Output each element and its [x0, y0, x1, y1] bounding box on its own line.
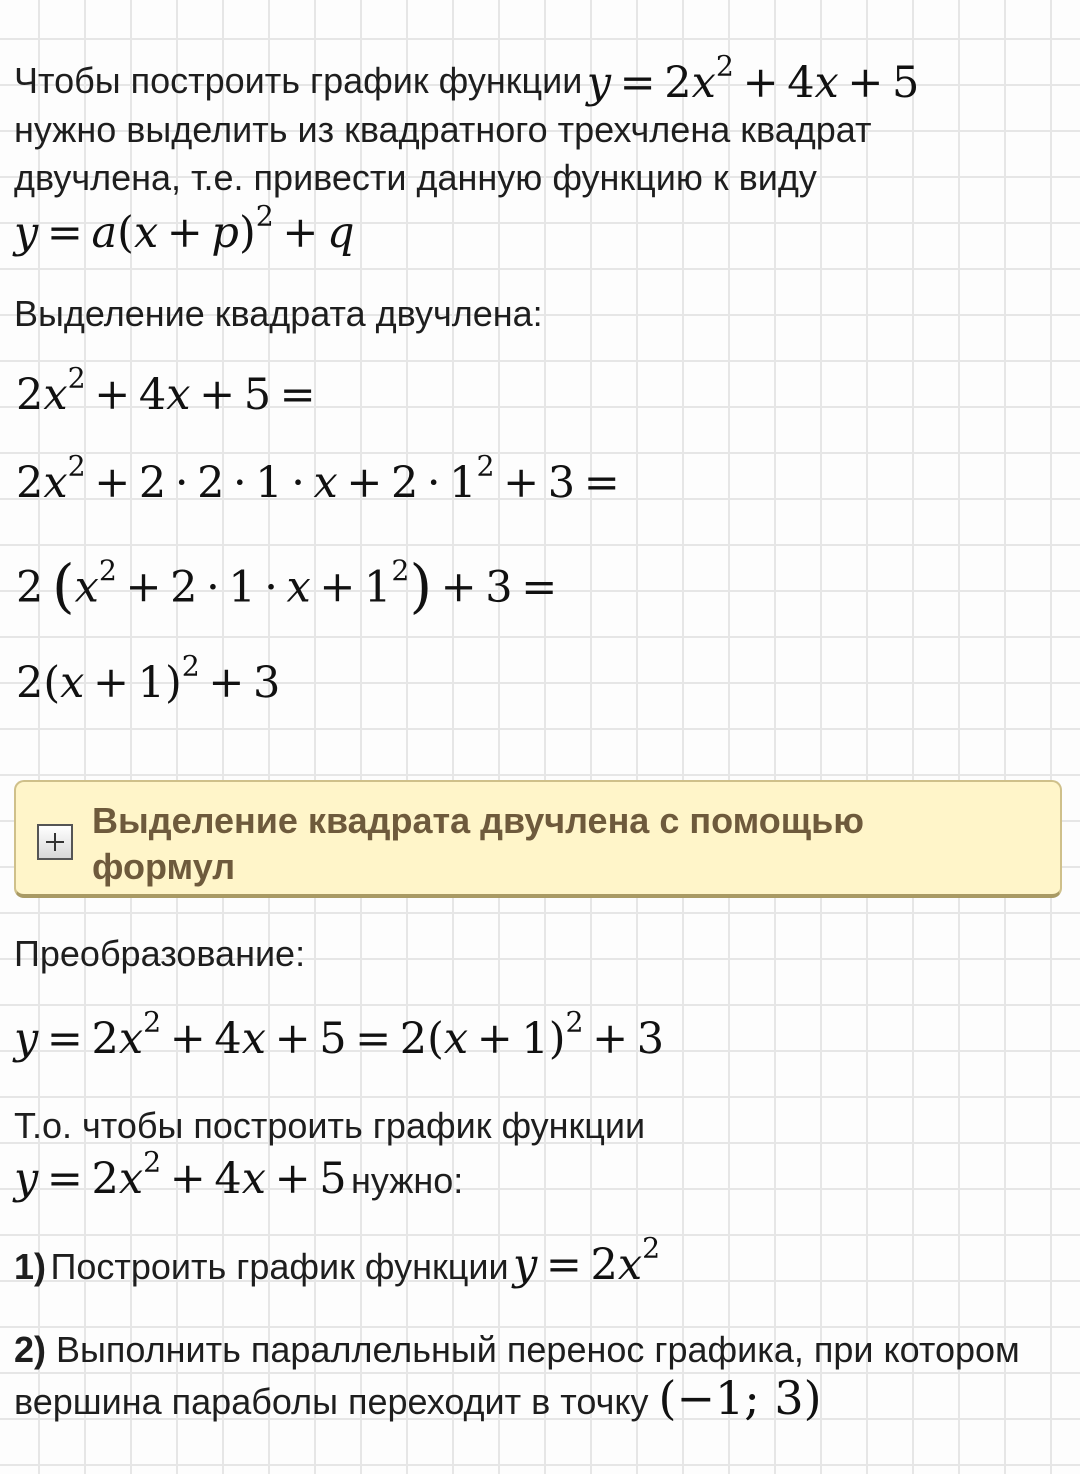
step-1 — [14, 1231, 661, 1291]
transform-label: Преобразование: — [14, 933, 306, 974]
spoiler-title[interactable]: Выделение квадрата двучлена с помощью формул — [92, 800, 865, 887]
step-2-number: 2) — [14, 1329, 47, 1370]
calculation-line-1: $2x^2 + 4x + 5$ = — [16, 361, 316, 420]
intro-text-2: нужно выделить из квадратного трехчлена квадрат — [14, 109, 872, 150]
intro-paragraph — [14, 49, 1070, 258]
step-1-number: 1) — [14, 1246, 47, 1287]
calculation-line-2: $2x^2 + 2 \cdot 2 \cdot 1 \cdot x + 2 \cdot 1^2 + 3$ = — [16, 449, 620, 508]
conclusion-text-2: нужно: — [351, 1160, 464, 1201]
vertex-point: (−1; 3) — [658, 1371, 822, 1425]
calculation-line-3: 2 $(x^2 + 2 \cdot 1 \cdot x + 1^2) + 3$ = — [16, 552, 558, 620]
conclusion-formula: $y = 2x^2 + 4x + 5$ — [14, 1145, 347, 1204]
binomial-label: Выделение квадрата двучлена: — [14, 293, 543, 334]
intro-line-1 — [14, 49, 1070, 108]
intro-text-1: Чтобы построить график функции — [14, 60, 583, 101]
step-2-text: Выполнить параллельный перенос графика, при котором вершина параболы переходит в точку — [14, 1329, 1020, 1422]
formula-spoiler-box[interactable] — [14, 780, 1062, 898]
intro-text-3: двучлена, т.е. привести данную функцию к виду — [14, 157, 817, 198]
transform-formula: $y = 2x^2 + 4x + 5 = 2(x + 1)^2 + 3$ — [14, 1005, 665, 1064]
abstract-formula: $y = a(x + p)^2 + q$ — [14, 199, 355, 258]
conclusion-text-1: Т.о. чтобы построить график функции — [14, 1105, 646, 1146]
step-1-text: Построить график функции — [50, 1246, 509, 1287]
conclusion-line-2 — [14, 1145, 1070, 1205]
calculation-line-4: $2(x + 1)^2 + 3$ — [16, 649, 281, 708]
step-1-formula: $y = 2x^2$ — [513, 1231, 661, 1290]
function-formula: $y = 2x^2 + 4x + 5$ — [586, 49, 920, 108]
conclusion-paragraph — [14, 1102, 1070, 1205]
plus-square-icon[interactable] — [37, 824, 73, 860]
step-2 — [14, 1326, 1070, 1426]
